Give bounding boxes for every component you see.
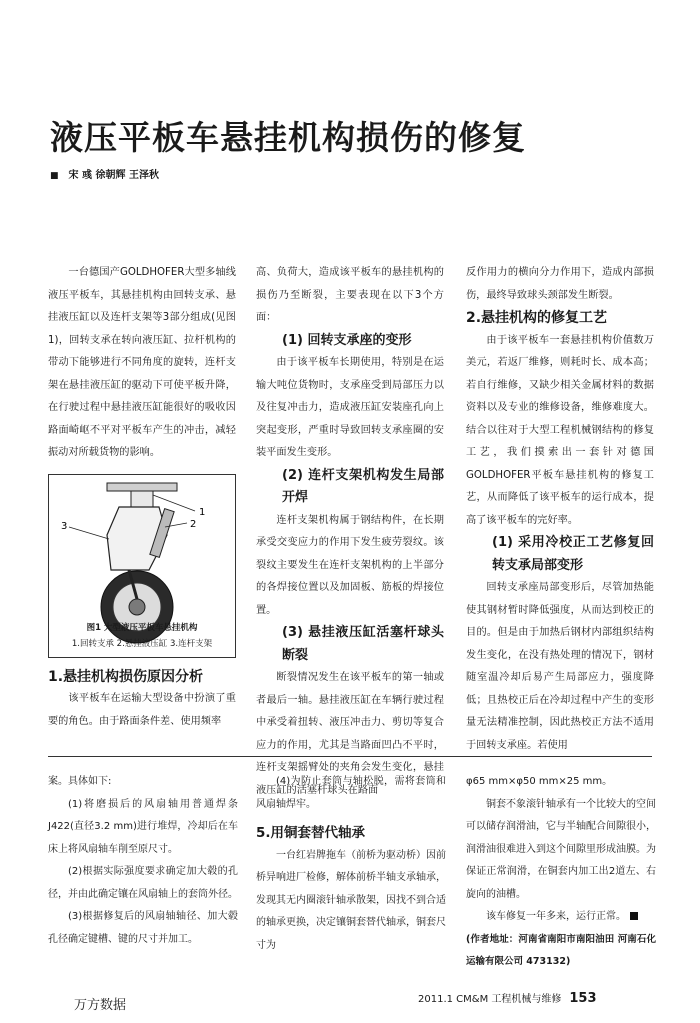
subheading-2-text: 连杆支架机构属于钢结构件，在长期承受交变应力的作用下发生疲劳裂纹。该裂纹主要发生在连杆支架机构的上半部分的各焊接位置以及加固板、筋板的焊接位置。 — [256, 514, 444, 616]
lower-c3-p2: 铜套不象滚针轴承有一个比较大的空间可以储存润滑油，它与半轴配合间隙很小，润滑油很难进入到这个间隙里形成油膜。为保证正常润滑，在铜套内加工出2道左、右旋向的油槽。 — [466, 798, 656, 900]
authors: 宋 彧 徐朝辉 王泽秋 — [68, 170, 159, 181]
section-heading-1: 1.悬挂机构损伤原因分析 — [48, 668, 204, 685]
fig-label-3: 3 — [61, 520, 68, 532]
section-heading-5: 5.用铜套替代轴承 — [256, 825, 366, 841]
figure-legend: 1.回转支承 2.悬挂液压缸 3.连杆支架 — [71, 638, 213, 649]
section-divider — [48, 756, 652, 757]
lower-c1-p2: (1)将磨损后的风扇轴用普通焊条J422(直径3.2 mm)进行堆焊，冷却后在车床上将风扇轴车削至原尺寸。 — [48, 798, 238, 855]
column-2 — [256, 262, 444, 802]
subheading-3-text: 断裂情况发生在该平板车的第一轴或者最后一轴。悬挂液压缸在车辆行驶过程中承受着扭转、液压冲击力、剪切等复合应力的作用，尤其是当路面凹凸不平时，连杆支架摇臂处的夹角会发生变化，悬挂液压缸的活塞杆球头在路面 — [256, 672, 444, 796]
column-3 — [466, 262, 654, 757]
continued-paragraph-3: 反作用力的横向分力作用下，造成内部损伤，最终导致球头颈部发生断裂。 — [466, 267, 654, 301]
lower-c1-p4: (3)根据修复后的风扇轴轴径、加大毂孔径确定键槽、键的尺寸并加工。 — [48, 911, 238, 945]
subheading-3: (3) 悬挂液压缸活塞杆球头断裂 — [282, 625, 444, 663]
lower-c1-p1: 案。具体如下: — [48, 776, 112, 787]
lower-column-1 — [48, 771, 238, 951]
page-number: 153 — [569, 991, 597, 1006]
section-heading-2: 2.悬挂机构的修复工艺 — [466, 310, 608, 326]
column-1 — [48, 262, 236, 733]
subheading-4: (1) 采用冷校正工艺修复回转支承局部变形 — [492, 535, 654, 573]
lower-column-2 — [256, 771, 446, 957]
subheading-1: (1) 回转支承座的变形 — [282, 332, 412, 348]
page-footer — [418, 990, 597, 1006]
authors-line — [50, 166, 159, 181]
section-2-paragraph: 由于该平板车一套悬挂机构价值数万美元，若返厂维修，则耗时长、成本高；若自行维修，又缺少相关金属材料的数据资料以及专业的维修设备，维修难度大。结合以往对于大型工程机械钢结构的修复工艺，我们摸索出一套针对德国GOLDHOFER平板车悬挂机构的修复工艺，从而降低了该平板车的运行成本，提高了该平板车的完好率。 — [466, 334, 654, 526]
author-address: (作者地址：河南省南阳市南阳油田 河南石化运输有限公司 473132) — [466, 933, 656, 967]
lower-c2-p2: 一台红岩牌拖车（前桥为驱动桥）因前桥异响进厂检修，解体前桥半轴支承轴承，发现其无内圈滚针轴承散架，因找不到合适的轴承更换，决定镶铜套替代轴承，铜套尺寸为 — [256, 849, 446, 951]
section-1-paragraph: 该平板车在运输大型设备中扮演了重要的角色。由于路面条件差、使用频率 — [48, 693, 236, 727]
subheading-4-text: 回转支承座局部变形后，尽管加热能使其钢材暂时降低强度，从而达到校正的目的。但是由于加热后钢材内部组织结构发生变化，在没有热处理的情况下，钢材随室温冷却后易产生局部应力，强度降低；且热校正后在冷却过程中产生的变形量无法精准控制，因此热校正方法不适用于回转支承座。若使用 — [466, 582, 654, 751]
article-title: 液压平板车悬挂机构损伤的修复 — [50, 118, 526, 157]
authors-mark: ■ — [50, 171, 59, 181]
fig-label-1: 1 — [199, 506, 206, 518]
intro-paragraph: 一台德国产GOLDHOFER大型多轴线液压平板车，其悬挂机构由回转支承、悬挂液压缸以及连杆支架等3部分组成(见图1)，回转支承在转向液压缸、拉杆机构的带动下能够进行不同角度的旋转，连杆支架在悬挂液压缸的驱动下可使平板升降，在行驶过程中悬挂液压缸能很好的吸收因路面崎岖不平对平板车产生的冲击，减轻振动对所载货物的影响。 — [48, 267, 236, 458]
lower-c1-p3: (2)根据实际强度要求确定加大毂的孔径，并由此确定镶在风扇轴上的套筒外径。 — [48, 866, 238, 900]
lower-column-3 — [466, 771, 656, 974]
fig-label-2: 2 — [190, 518, 197, 530]
journal-issue: 2011.1 CM&M 工程机械与维修 — [418, 994, 562, 1005]
lower-c3-p3 — [466, 906, 656, 929]
subheading-2: (2) 连杆支架机构发生局部开焊 — [282, 467, 444, 505]
lower-c3-p1: φ65 mm×φ50 mm×25 mm。 — [466, 776, 613, 787]
continued-paragraph: 高、负荷大，造成该平板车的悬挂机构的损伤乃至断裂，主要表现在以下3个方面： — [256, 267, 444, 323]
end-mark — [630, 912, 638, 920]
watermark: 万方数据 — [74, 998, 127, 1013]
subheading-1-text: 由于该平板车长期使用，特别是在运输大吨位货物时，支承座受到局部压力以及往复冲击力，造成液压缸安装座孔向上突起变形，严重时导致回转支承座圈的安装平面发生变形。 — [256, 357, 444, 458]
lower-c2-p1: (4)为防止套筒与轴松脱，需将套筒和风扇轴焊牢。 — [256, 776, 446, 810]
figure-caption: 图1 大型液压平板车悬挂机构 — [86, 622, 198, 633]
lower-c3-p3-text: 该车修复一年多来，运行正常。 — [486, 911, 626, 922]
figure-1 — [48, 474, 236, 658]
